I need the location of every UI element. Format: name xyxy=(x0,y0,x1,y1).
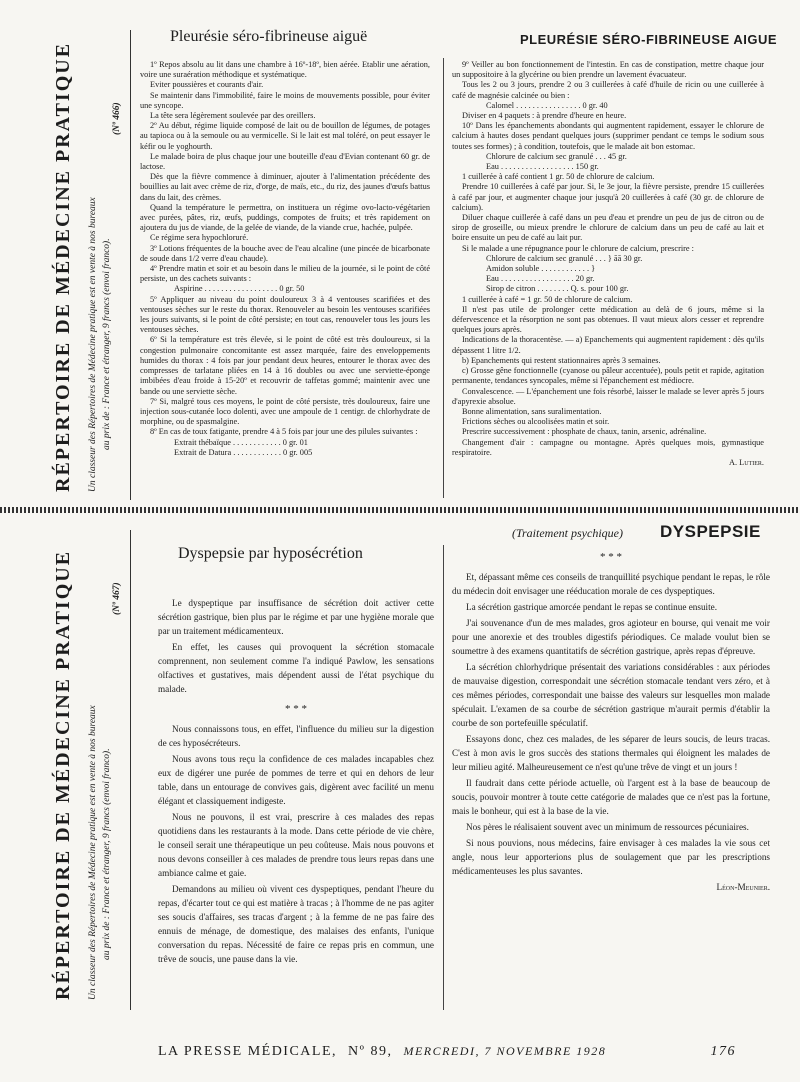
paragraph: Essayons donc, chez ces malades, de les séparer de leurs soucis, de leurs tracas. C'est à mon avis le gros succès des stations thermales qui éloignent les malades de leur milieu agité. Malheureusement ce n'est qu'une trêve de vingt et un jours ! xyxy=(452,734,770,772)
page-number: 176 xyxy=(710,1044,736,1059)
section-stars: * * * xyxy=(600,551,622,563)
paragraph: Se maintenir dans l'immobilité, faire le moins de mouvements possible, pour éviter une syncope. xyxy=(140,90,430,110)
paragraph: Si nous pouvions, nous médecins, faire envisager à ces malades la vie sous cet angle, nous leur apporterions plus de soulagement que par les prescriptions médicamenteuses les plus savantes. xyxy=(452,838,770,876)
paragraph: Le malade boira de plus chaque jour une bouteille d'eau d'Evian contenant 60 gr. de lactose. xyxy=(140,151,430,172)
paragraph: Bonne alimentation, sans suralimentation. xyxy=(462,406,602,416)
column-rule-bottom xyxy=(443,545,444,1010)
paragraph: Diviser en 4 paquets : à prendre d'heure en heure. xyxy=(462,111,627,121)
prescription-line: Sirop de citron . . . . . . . . Q. s. pour 100 gr. xyxy=(486,284,629,294)
article1-title: Pleurésie séro-fibrineuse aiguë xyxy=(170,28,368,45)
paragraph: Changement d'air : campagne ou montagne. Après quelques mois, gymnastique respiratoire. xyxy=(452,437,764,457)
issue-number: Nº 89, xyxy=(348,1044,393,1059)
article2-header-right: DYSPEPSIE xyxy=(660,522,761,541)
sidebar-bottom xyxy=(0,530,131,1010)
paragraph: 9º Veiller au bon fonctionnement de l'intestin. En cas de constipation, mettre chaque jour un suppositoire à la glycérine ou bien prendre un lavement évacuateur. xyxy=(452,60,764,80)
paragraph: 5º Appliquer au niveau du point douloureux 3 à 4 ventouses scarifiées et des ventouses sèches sur le reste du thorax. Renouveler au besoin les ventouses scarifiées les jours suivants, si le point de côté persiste; en tout cas, renouveler tous les jours les ventouses sèches. xyxy=(140,294,430,335)
journal-name: LA PRESSE MÉDICALE, xyxy=(158,1044,338,1059)
paragraph: Demandons au milieu où vivent ces dyspeptiques, pendant l'heure du repas, d'écarter tout ce qui est matière à tracas ; à l'homme de ne pas agiter ses soucis d'affaires, ses tracas d'argent ; à la femme de ne pas faire des ennuis de ménage, de domestique, des malaises des enfants, l'unique conversation du repas. Nécessité de faire ce repas pris en commun, une trêve de soucis, une pause dans la vie. xyxy=(158,884,434,964)
repertoire-subtitle-1: Un classeur des Répertoires de Médecine pratique est en vente à nos bureaux xyxy=(88,197,98,492)
paragraph: Eviter poussières et courants d'air. xyxy=(150,80,264,90)
paragraph: 10º Dans les épanchements abondants qui augmentent rapidement, essayer le chlorure de calcium à hautes doses pendant quelques jours (supprimer pendant ce temps le sodium sous toutes ses formes) ; à condition, toutefois, que le malade ait bon estomac. xyxy=(452,121,764,151)
prescription-line: Extrait thébaïque . . . . . . . . . . . . 0 gr. 01 xyxy=(174,437,308,447)
paragraph: Frictions sèches ou alcoolisées matin et soir. xyxy=(462,417,610,427)
paragraph: 4º Prendre matin et soir et au besoin dans le milieu de la journée, si le point de côté persiste, un des cachets suivants : xyxy=(140,264,430,284)
repertoire-number: (Nº 467) xyxy=(112,582,122,615)
page-footer xyxy=(158,1044,736,1060)
article2-signature: Léon-Meunier. xyxy=(716,882,770,892)
article1-left-column xyxy=(140,60,430,500)
column-rule-top xyxy=(443,58,444,498)
paragraph: Convalescence. — L'épanchement une fois résorbé, laisser le malade se lever après 5 jours d'apyrexie absolue. xyxy=(452,386,764,406)
paragraph: La tête sera légèrement soulevée par des oreillers. xyxy=(150,111,316,121)
article2-left-column xyxy=(158,596,434,1016)
paragraph: c) Grosse gêne fonctionnelle (cyanose ou pâleur accentuée), pouls petit et rapide, agitation permanente, tendances syncopales, même si l'épanchement est médiocre. xyxy=(452,366,764,386)
paragraph: Nous connaissons tous, en effet, l'influence du milieu sur la digestion de ces hyposécréteurs. xyxy=(158,724,434,748)
paragraph: En effet, les causes qui provoquent la sécrétion stomacale comprennent, non seulement comme l'a indiqué Pawlow, les sensations olfactives et gustatives, mais dépendent aussi de l'état psychique du malade. xyxy=(158,642,434,694)
prescription-line: Aspirine . . . . . . . . . . . . . . . . . . 0 gr. 50 xyxy=(174,284,305,294)
paragraph: Nos pères le réalisaient souvent avec un minimum de ressources pécuniaires. xyxy=(466,822,749,832)
paragraph: 7º Si, malgré tous ces moyens, le point de côté persiste, très douloureux, faire une injection sous-cutanée loco dolenti, avec une ampoule de 1 centigr. de chlorhydrate de morphine, ou de spasmalgine. xyxy=(140,396,430,427)
repertoire-subtitle-2: au prix de : France et étranger, 9 francs (envoi franco). xyxy=(102,238,112,450)
article1-right-column xyxy=(452,60,764,500)
repertoire-title: RÉPERTOIRE DE MÉDECINE PRATIQUE xyxy=(52,41,74,492)
prescription-line: Amidon soluble . . . . . . . . . . . . } xyxy=(486,264,596,274)
repertoire-title: RÉPERTOIRE DE MÉDECINE PRATIQUE xyxy=(52,549,74,1000)
paragraph: Si le malade a une répugnance pour le chlorure de calcium, prescrire : xyxy=(462,243,694,253)
repertoire-subtitle-1: Un classeur des Répertoires de Médecine pratique est en vente à nos bureaux xyxy=(88,705,98,1000)
paragraph: 3º Lotions fréquentes de la bouche avec de l'eau alcaline (une pincée de bicarbonate de soude dans 1/2 verre d'eau chaude). xyxy=(140,243,430,263)
paragraph: 2º Au début, régime liquide composé de lait ou de bouillon de légumes, de potages au tapioca ou à la semoule ou au vermicelle. Si le lait est mal toléré, on peut essayer le kéfir ou le yoghourth. xyxy=(140,121,430,151)
paragraph: Et, dépassant même ces conseils de tranquillité psychique pendant le repas, le rôle du médecin doit envisager une rééducation morale de ces dyspeptiques. xyxy=(452,572,770,596)
paragraph: Dès que la fièvre commence à diminuer, ajouter à l'alimentation précédente des bouillies au lait avec crème de riz, d'orge, de maïs, etc., du riz, des jaunes d'œufs battus dans du lait, des crèmes. xyxy=(140,172,430,202)
paragraph: 1 cuillerée à café = 1 gr. 50 de chlorure de calcium. xyxy=(462,294,633,304)
perforation-divider xyxy=(0,507,800,513)
paragraph: Quand la température le permettra, on instituera un régime ovo-lacto-végétarien avec purées, pâtes, riz, œufs, puddings, compotes de fruits; et très rapidement on ajoutera du jus de viande, de la gelée de viande, de la viande crue, hachée, pulpée. xyxy=(140,202,430,233)
paragraph: Nous avons tous reçu la confidence de ces malades incapables chez eux de digérer une purée de pommes de terre et qui en dehors de leur table, dans un entourage de convives gais, digèrent avec facilité un menu élégant et classiquement indigeste. xyxy=(158,754,434,806)
paragraph: La sécrétion chlorhydrique présentait des variations considérables : aux périodes de mauvaise digestion, correspondait une sécrétion stomacale tendant vers zéro, et à ces mêmes périodes, correspondait une baisse des valeurs sur lesquelles mon malade spéculait. L'examen de sa courbe de sécrétion gastrique m'aurait permis d'établir la courbe de son portefeuille spéculatif. xyxy=(452,662,770,728)
issue-date: MERCREDI, 7 NOVEMBRE 1928 xyxy=(403,1044,607,1058)
article2-header-sub: (Traitement psychique) xyxy=(512,526,623,540)
section-stars: * * * xyxy=(285,703,307,715)
prescription-line: Chlorure de calcium sec granulé . . . } āā 30 gr. xyxy=(486,253,643,263)
prescription-line: Eau . . . . . . . . . . . . . . . . . . 150 gr. xyxy=(486,162,599,172)
article2-right-column xyxy=(452,550,770,1020)
article2-title: Dyspepsie par hyposécrétion xyxy=(178,545,363,562)
paragraph: 1º Repos absolu au lit dans une chambre à 16º-18º, bien aérée. Etablir une aération, voire une suraération méthodique et systématique. xyxy=(140,60,430,80)
paragraph: J'ai souvenance d'un de mes malades, gros agioteur en bourse, qui venait me voir pour une anorexie et des troubles digestifs périodiques. Ce malade voulut bien se soumettre à des examens quantitatifs de sécrétion gastrique, après repas d'épreuve. xyxy=(452,618,770,656)
paragraph: Il n'est pas utile de prolonger cette médication au delà de 6 jours, même si la défervescence et la résorption ne sont pas obtenues. Il vaut mieux alors cesser et reprendre quelques jours après. xyxy=(452,304,764,335)
paragraph: Le dyspeptique par insuffisance de sécrétion doit activer cette sécrétion gastrique, bien plus par le régime et par une hygiène morale que par un traitement médicamenteux. xyxy=(158,598,434,636)
prescription-line: Eau . . . . . . . . . . . . . . . . . . 20 gr. xyxy=(486,274,595,284)
paragraph: La sécrétion gastrique amorcée pendant le repas se continue ensuite. xyxy=(466,602,718,612)
paragraph: 1 cuillerée à café contient 1 gr. 50 de chlorure de calcium. xyxy=(462,172,655,182)
prescription-line: Extrait de Datura . . . . . . . . . . . . 0 gr. 005 xyxy=(174,447,313,457)
sidebar-top xyxy=(0,30,131,500)
paragraph: b) Epanchements qui restent stationnaires après 3 semaines. xyxy=(462,355,661,365)
paragraph: Tous les 2 ou 3 jours, prendre 2 ou 3 cuillerées à café d'huile de ricin ou une cuillerée à café de magnésie calcinée ou bien : xyxy=(452,80,764,100)
repertoire-number: (Nº 466) xyxy=(112,102,122,135)
paragraph: Prendre 10 cuillerées à café par jour. Si, le 3e jour, la fièvre persiste, prendre 15 cuillerées à café par jour, et augmenter chaque jour jusqu'à 20 cuillerées à café (30 gr. de chlorure de calcium). xyxy=(452,182,764,212)
paragraph: Nous ne pouvons, il est vrai, prescrire à ces malades des repas quotidiens dans les restaurants à la mode. Dans cette période de vie chère, le conseil serait une thérapeutique un peu coûteuse. Mais nous pouvons et nous devons conseiller à ces malades de prendre tous leurs repas dans une ambiance calme et gaie. xyxy=(158,812,434,878)
paragraph: Prescrire successivement : phosphate de chaux, tanin, arsenic, adrénaline. xyxy=(462,427,707,437)
paragraph: Indications de la thoracentèse. — a) Epanchements qui augmentent rapidement : dès qu'ils dépassent 1 litre 1/2. xyxy=(452,335,764,355)
paragraph: Diluer chaque cuillerée à café dans un peu d'eau et prendre un peu de jus de citron ou de sirop de groseille, ou mieux prendre le chlorure de calcium dans un peu de café au lait et boire ensuite un peu de café au lait pur. xyxy=(452,213,764,243)
repertoire-subtitle-2: au prix de : France et étranger, 9 francs (envoi franco). xyxy=(102,748,112,960)
paragraph: Il faudrait dans cette période actuelle, où l'argent est à la base de beaucoup de soucis, pouvoir montrer à toute cette catégorie de malades que ce n'est pas la fortune, mais le bonheur, qui est à la base de la vie. xyxy=(452,778,770,816)
prescription-line: Chlorure de calcium sec granulé . . . 45 gr. xyxy=(486,151,627,161)
paragraph: 8º En cas de toux fatigante, prendre 4 à 5 fois par jour une des pilules suivantes : xyxy=(150,427,418,437)
paragraph: 6º Si la température est très élevée, si le point de côté est très douloureux, si la congestion pulmonaire concomitante est assez marquée, faire des enveloppements humides du thorax : 4 fois par jour pendant deux heures, entourer le thorax avec des compresses de tarlatane pliées en 14 à 16 doubles ou avec une serviette-éponge imbibées d'eau froide à 15-20º et recouvrir de taffetas gommé; maintenir avec une bande ou une serviette sèche. xyxy=(140,335,430,396)
article1-header-right: PLEURÉSIE SÉRO-FIBRINEUSE AIGUE xyxy=(520,32,777,47)
paragraph: Ce régime sera hypochloruré. xyxy=(150,233,249,243)
article1-signature: A. Lutier. xyxy=(729,457,764,467)
prescription-line: Calomel . . . . . . . . . . . . . . . . 0 gr. 40 xyxy=(486,100,608,110)
